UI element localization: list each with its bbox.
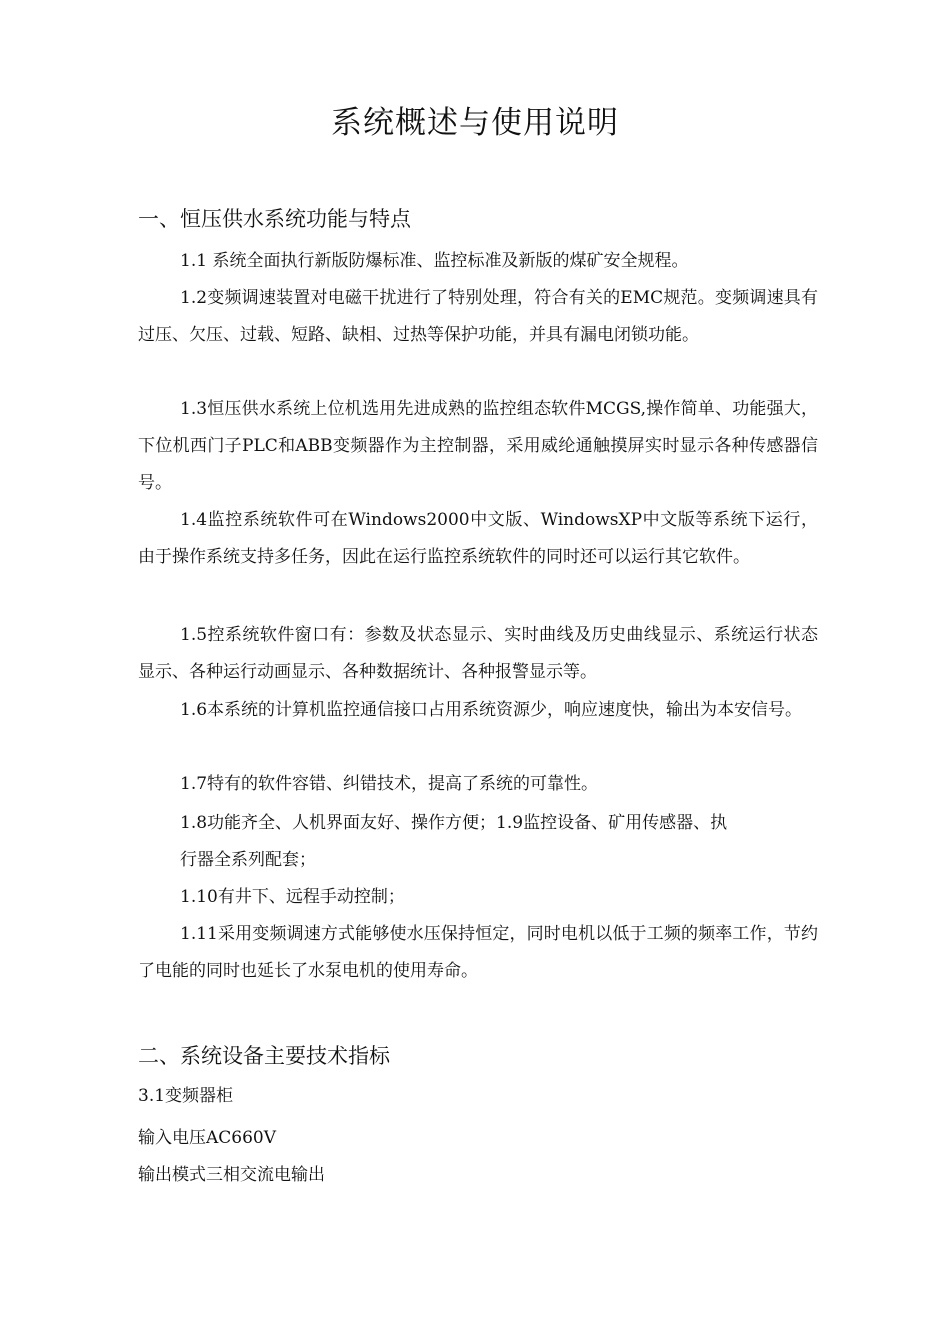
- subsection-heading-3-1: 3.1变频器柜: [138, 1086, 234, 1106]
- feature-item-1-8-line2: 行器全系列配套；: [180, 850, 316, 870]
- spec-input-voltage: 输入电压AC660V: [138, 1128, 277, 1148]
- feature-item-1-7: 1.7特有的软件容错、纠错技术，提高了系统的可靠性。: [180, 774, 599, 794]
- feature-item-1-10: 1.10有井下、远程手动控制；: [180, 887, 405, 907]
- feature-item-1-5: 1.5控系统软件窗口有：参数及状态显示、实时曲线及历史曲线显示、系统运行状态显示、各种运行动画显示、各种数据统计、各种报警显示等。: [138, 625, 818, 682]
- feature-item-1-1: 1.1 系统全面执行新版防爆标准、监控标准及新版的煤矿安全规程。: [180, 251, 689, 271]
- spec-output-mode: 输出模式三相交流电输出: [138, 1165, 325, 1185]
- section-heading-1: 一、恒压供水系统功能与特点: [138, 207, 411, 231]
- section-heading-2: 二、系统设备主要技术指标: [138, 1044, 390, 1068]
- feature-item-1-4: 1.4监控系统软件可在Windows2000中文版、WindowsXP中文版等系统下运行，由于操作系统支持多任务，因此在运行监控系统软件的同时还可以运行其它软件。: [138, 510, 818, 567]
- feature-item-1-8-line1: 1.8功能齐全、人机界面友好、操作方便；1.9监控设备、矿用传感器、执: [180, 813, 728, 833]
- feature-item-1-3: 1.3恒压供水系统上位机选用先进成熟的监控组态软件MCGS,操作简单、功能强大，下位机西门子PLC和ABB变频器作为主控制器，采用威纶通触摸屏实时显示各种传感器信号。: [138, 399, 818, 493]
- feature-item-1-2: 1.2变频调速装置对电磁干扰进行了特别处理，符合有关的EMC规范。变频调速具有过压、欠压、过载、短路、缺相、过热等保护功能，并具有漏电闭锁功能。: [138, 288, 818, 345]
- feature-item-1-11: 1.11采用变频调速方式能够使水压保持恒定，同时电机以低于工频的频率工作，节约了电能的同时也延长了水泵电机的使用寿命。: [138, 924, 818, 981]
- document-title: 系统概述与使用说明: [331, 105, 619, 141]
- feature-item-1-6: 1.6本系统的计算机监控通信接口占用系统资源少，响应速度快，输出为本安信号。: [180, 700, 803, 720]
